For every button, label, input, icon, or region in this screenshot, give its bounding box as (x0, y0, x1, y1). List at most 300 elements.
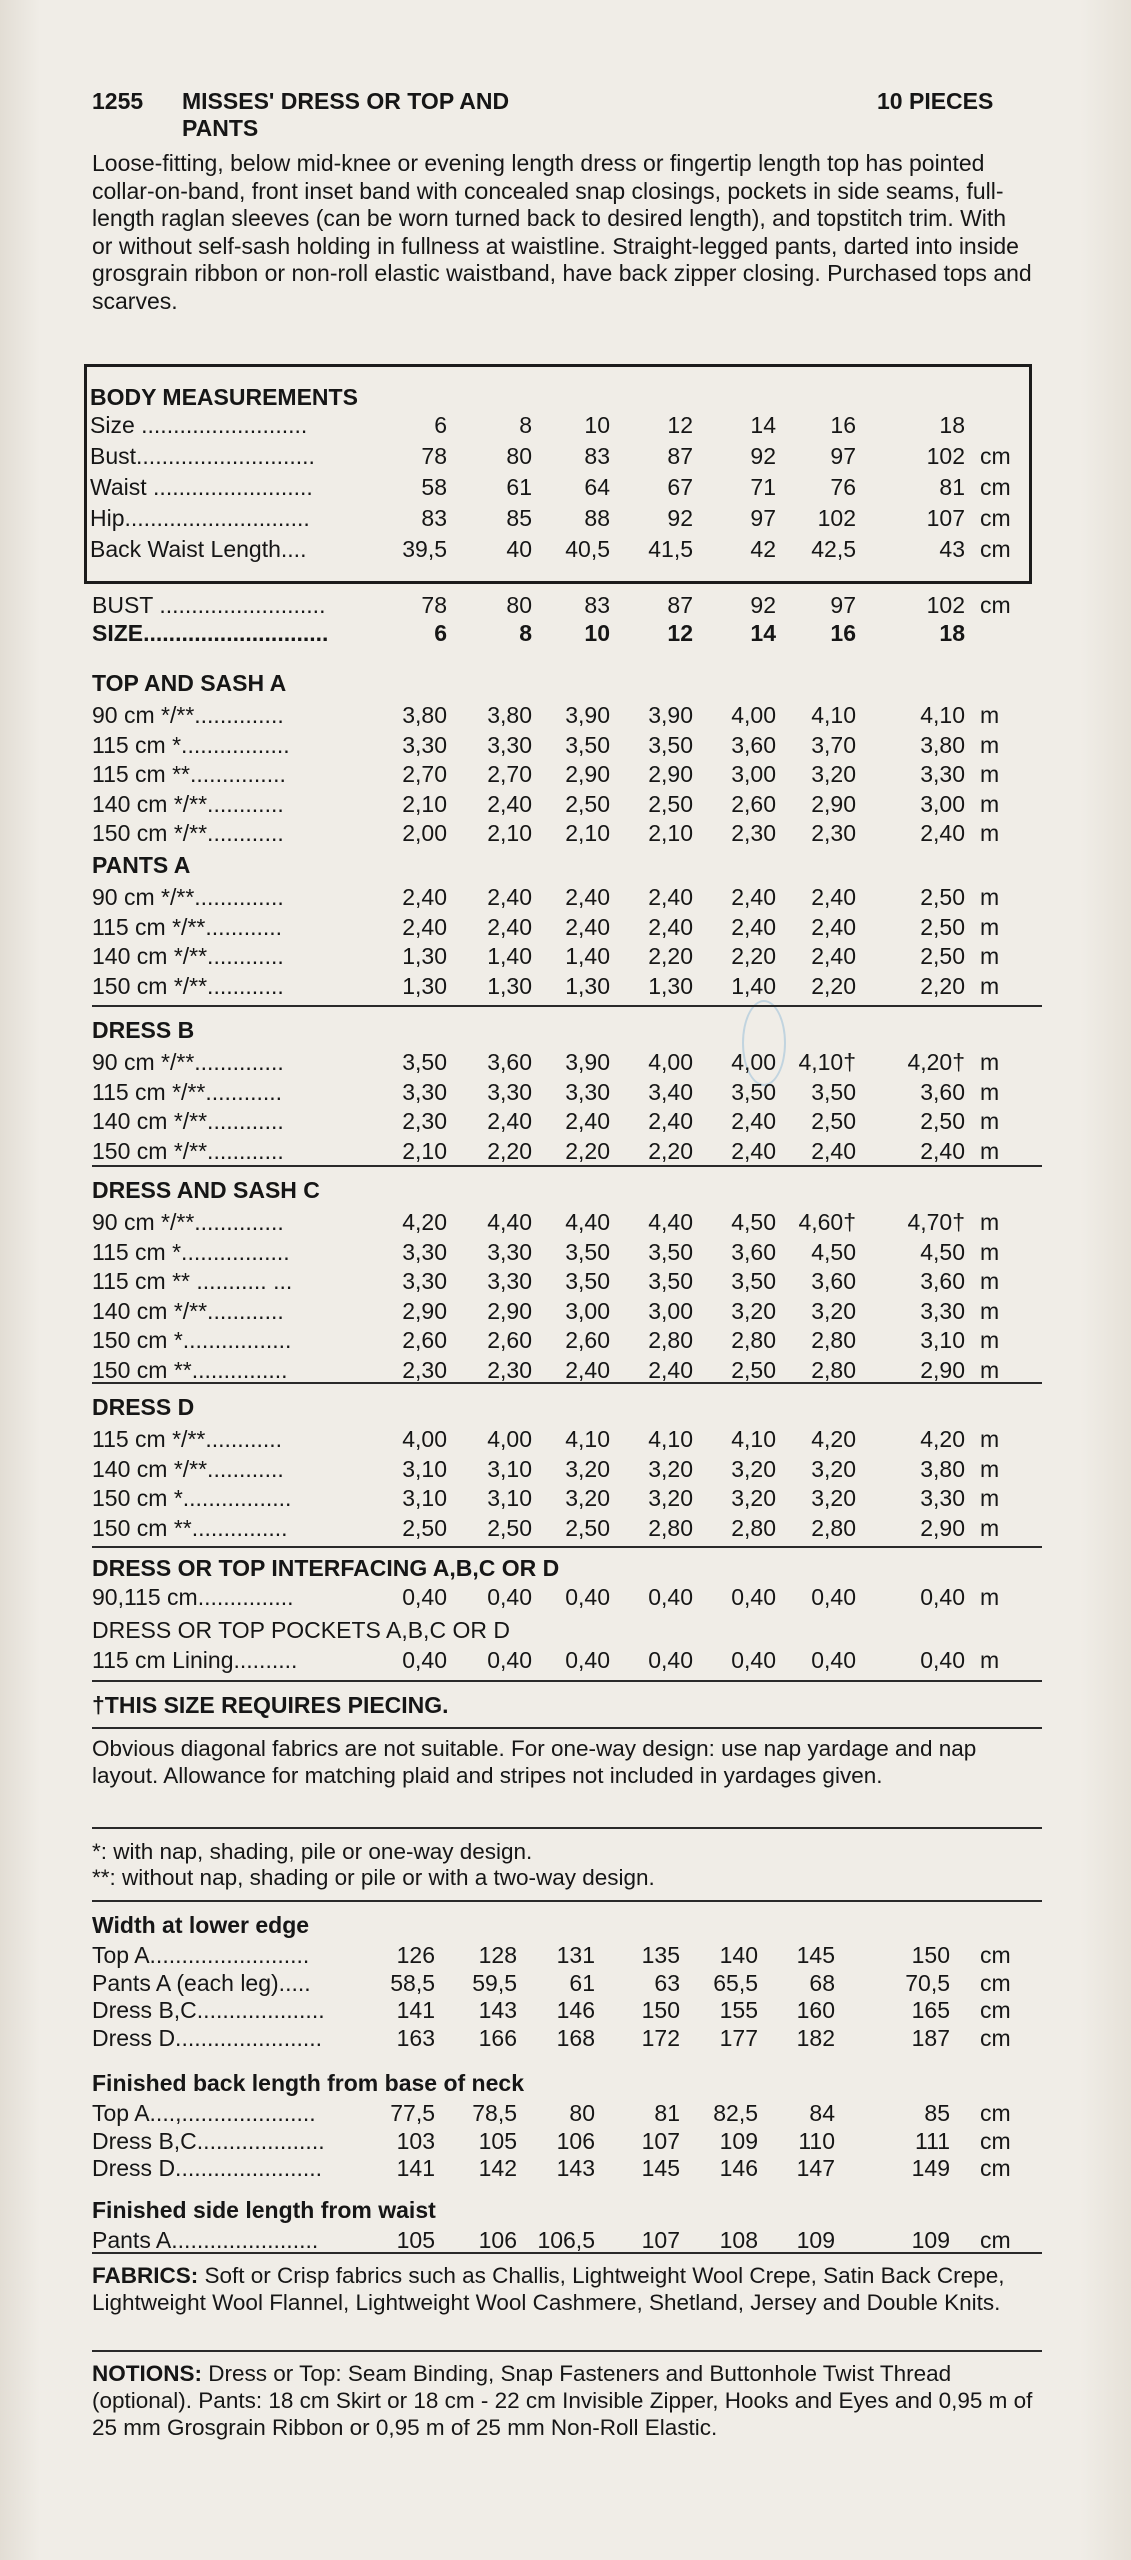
size-value: 2,30 (811, 820, 856, 846)
size-value: 4,20 (920, 1426, 965, 1452)
yardage-row (0, 1136, 1131, 1168)
row-label: Top A....,..................... (92, 2100, 316, 2126)
size-value: 80 (506, 592, 532, 618)
size-value: 2,60 (731, 790, 776, 817)
size-value: 3,20 (811, 1297, 856, 1324)
size-value: 59,5 (472, 1969, 517, 1996)
unit-label: m (980, 913, 1000, 940)
yardage-row (0, 818, 1131, 850)
unit-label: m (980, 1647, 1000, 1673)
divider (92, 1165, 1042, 1167)
yardage-row (0, 1266, 1131, 1298)
yardage-row (0, 1325, 1131, 1357)
size-value: 141 (396, 2155, 435, 2181)
size-value: 61 (506, 474, 532, 500)
size-value: 2,60 (565, 1327, 610, 1353)
unit-label: m (980, 790, 1000, 817)
size-value: 3,20 (731, 1297, 776, 1324)
size-value: 3,80 (487, 702, 532, 728)
size-value: 102 (926, 592, 965, 618)
size-value: 63 (654, 1969, 680, 1996)
size-value: 126 (396, 1942, 435, 1968)
size-value: 2,10 (648, 820, 693, 846)
size-value: 4,40 (648, 1209, 693, 1235)
body-measurements-title: BODY MEASUREMENTS (90, 384, 358, 410)
size-value: 42,5 (811, 536, 856, 562)
size-value: 102 (817, 505, 856, 531)
size-value: 2,10 (565, 820, 610, 846)
row-label: 150 cm */**............ (92, 1137, 284, 1164)
size-value: 3,30 (487, 1238, 532, 1265)
size-value: 0,40 (648, 1584, 693, 1610)
size-value: 0,40 (811, 1647, 856, 1673)
size-value: 108 (719, 2227, 758, 2253)
yardage-section-title: TOP AND SASH A (92, 670, 287, 696)
row-label: 115 cm */**............ (92, 913, 283, 940)
yardage-row (0, 730, 1131, 762)
divider (92, 1005, 1042, 1007)
size-value: 0,40 (731, 1647, 776, 1673)
size-value: 2,30 (402, 1356, 447, 1383)
size-value: 2,90 (487, 1297, 532, 1324)
size-value: 2,40 (811, 943, 856, 969)
size-value: 4,50 (731, 1209, 776, 1235)
size-value: 0,40 (402, 1584, 447, 1610)
row-label: Pants A (each leg)..... (92, 1969, 311, 1996)
yardage-row (0, 882, 1131, 914)
yardage-row (0, 700, 1131, 732)
size-value: 3,10 (920, 1327, 965, 1353)
size-value: 2,50 (402, 1514, 447, 1541)
size-value: 3,30 (402, 1268, 447, 1294)
fabrics-section (92, 2262, 1042, 2316)
finished-section-title: Finished side length from waist (92, 2197, 436, 2223)
size-value: 42 (750, 536, 776, 562)
size-value: 2,40 (811, 884, 856, 910)
row-label: 140 cm */**............ (92, 943, 284, 969)
measurement-row (0, 503, 1131, 535)
pattern-title: MISSES' DRESS OR TOP AND (182, 88, 510, 114)
size-value: 109 (796, 2227, 835, 2253)
row-label: 115 cm *................. (92, 731, 290, 758)
unit-label: cm (980, 2227, 1011, 2253)
yardage-row (0, 912, 1131, 944)
size-value: 3,90 (565, 702, 610, 728)
size-value: 58 (421, 474, 447, 500)
unit-label: m (980, 702, 1000, 728)
size-value: 3,50 (565, 1238, 610, 1265)
size-value: 105 (478, 2127, 517, 2154)
size-value: 2,40 (402, 913, 447, 940)
unit-label: m (980, 761, 1000, 787)
yardage-row (0, 1237, 1131, 1269)
unit-label: cm (980, 592, 1011, 618)
size-value: 2,20 (811, 972, 856, 999)
size-value: 80 (506, 443, 532, 469)
unit-label: m (980, 972, 1000, 999)
size-value: 87 (667, 592, 693, 618)
size-value: 10 (584, 620, 610, 646)
size-value: 65,5 (713, 1969, 758, 1996)
unit-label: m (980, 1455, 1000, 1482)
size-value: 41,5 (648, 536, 693, 562)
row-label: 90 cm */**.............. (92, 702, 284, 728)
size-value: 109 (911, 2227, 950, 2253)
size-value: 2,80 (811, 1356, 856, 1383)
size-value: 40,5 (565, 536, 610, 562)
size-value: 2,30 (487, 1356, 532, 1383)
finished-measure-row (0, 2023, 1131, 2055)
size-value: 1,30 (402, 943, 447, 969)
size-value: 3,30 (402, 1078, 447, 1105)
size-value: 40 (506, 536, 532, 562)
size-value: 4,50 (811, 1238, 856, 1265)
size-value: 84 (809, 2100, 835, 2126)
size-value: 58,5 (390, 1969, 435, 1996)
divider (92, 1827, 1042, 1829)
row-label: 90 cm */**.............. (92, 1209, 284, 1235)
size-value: 2,40 (731, 884, 776, 910)
size-value: 3,40 (648, 1078, 693, 1105)
size-value: 2,40 (648, 1108, 693, 1134)
size-value: 3,10 (487, 1485, 532, 1511)
size-value: 2,50 (920, 884, 965, 910)
size-value: 3,50 (811, 1078, 856, 1105)
size-value: 2,20 (487, 1137, 532, 1164)
size-value: 4,20 (402, 1209, 447, 1235)
size-value: 4,60† (798, 1209, 856, 1235)
size-value: 2,50 (648, 790, 693, 817)
size-value: 4,00 (402, 1426, 447, 1452)
size-value: 3,50 (731, 1268, 776, 1294)
size-value: 163 (396, 2024, 435, 2051)
row-label: 115 cm */**............ (92, 1078, 283, 1105)
finished-measure-row (0, 2225, 1131, 2257)
nap-note-1: *: with nap, shading, pile or one-way design. (92, 1839, 533, 1864)
size-value: 14 (750, 412, 776, 438)
size-value: 149 (911, 2155, 950, 2181)
yardage-section-title: DRESS D (92, 1394, 195, 1420)
row-label: Back Waist Length.... (90, 536, 307, 562)
size-value: 2,90 (402, 1297, 447, 1324)
size-value: 2,40 (648, 884, 693, 910)
size-value: 1,30 (648, 972, 693, 999)
size-value: 0,40 (811, 1584, 856, 1610)
row-label: Dress B,C.................... (92, 1997, 325, 2023)
size-value: 107 (926, 505, 965, 531)
size-value: 4,00 (731, 1049, 776, 1075)
size-value: 3,20 (811, 761, 856, 787)
size-value: 3,20 (731, 1485, 776, 1511)
row-label: Waist ......................... (90, 474, 313, 500)
unit-label: cm (980, 1969, 1011, 1996)
size-value: 4,40 (487, 1209, 532, 1235)
size-value: 106 (556, 2127, 595, 2154)
size-value: 2,10 (402, 790, 447, 817)
size-row (0, 618, 1131, 650)
yardage-row (0, 759, 1131, 791)
size-value: 2,40 (811, 1137, 856, 1164)
size-value: 68 (809, 1969, 835, 1996)
size-value: 83 (584, 592, 610, 618)
size-value: 3,50 (402, 1049, 447, 1075)
yardage-section-title: DRESS B (92, 1017, 195, 1043)
size-value: 2,40 (565, 913, 610, 940)
size-value: 3,00 (565, 1297, 610, 1324)
size-value: 0,40 (920, 1584, 965, 1610)
size-value: 3,90 (648, 702, 693, 728)
size-value: 2,30 (731, 820, 776, 846)
size-value: 2,50 (731, 1356, 776, 1383)
size-value: 2,70 (402, 761, 447, 787)
size-value: 83 (584, 443, 610, 469)
size-value: 3,20 (811, 1455, 856, 1482)
unit-label: m (980, 1108, 1000, 1134)
divider (92, 1680, 1042, 1682)
size-value: 155 (719, 1997, 758, 2023)
row-label: 115 cm */**............ (92, 1426, 283, 1452)
size-value: 3,80 (920, 1455, 965, 1482)
yardage-row (0, 789, 1131, 821)
size-value: 67 (667, 474, 693, 500)
interfacing-row (0, 1582, 1131, 1614)
size-value: 2,90 (811, 790, 856, 817)
yardage-row (0, 941, 1131, 973)
row-label: Dress D....................... (92, 2155, 323, 2181)
size-value: 2,50 (487, 1514, 532, 1541)
size-value: 3,20 (731, 1455, 776, 1482)
size-value: 16 (830, 620, 856, 646)
size-value: 106,5 (537, 2227, 595, 2253)
size-value: 3,80 (402, 702, 447, 728)
size-value: 2,80 (648, 1514, 693, 1541)
row-label: Dress D....................... (92, 2024, 323, 2051)
size-value: 3,20 (565, 1485, 610, 1511)
row-label: 150 cm */**............ (92, 972, 284, 999)
size-value: 2,10 (402, 1137, 447, 1164)
yardage-section-title: PANTS A (92, 852, 191, 878)
row-label: 90 cm */**.............. (92, 1049, 284, 1075)
yardage-row (0, 1454, 1131, 1486)
size-value: 2,90 (920, 1514, 965, 1541)
size-value: 3,60 (487, 1049, 532, 1075)
size-value: 2,80 (648, 1327, 693, 1353)
size-value: 3,10 (402, 1485, 447, 1511)
divider (92, 2350, 1042, 2352)
size-value: 83 (421, 505, 447, 531)
pockets-row (0, 1645, 1131, 1677)
size-value: 4,10 (731, 1426, 776, 1452)
size-value: 131 (556, 1942, 595, 1968)
size-value: 160 (796, 1997, 835, 2023)
row-label: 115 cm *................. (92, 1238, 290, 1265)
size-value: 110 (798, 2127, 835, 2154)
size-value: 4,20† (907, 1049, 965, 1075)
size-value: 166 (478, 2024, 517, 2051)
unit-label: m (980, 1238, 1000, 1265)
size-value: 12 (667, 620, 693, 646)
row-label: 150 cm *................. (92, 1327, 292, 1353)
row-label: 140 cm */**............ (92, 1297, 284, 1324)
size-value: 70,5 (905, 1969, 950, 1996)
size-value: 8 (519, 620, 532, 646)
size-value: 2,40 (487, 913, 532, 940)
unit-label: cm (980, 2024, 1011, 2051)
size-value: 4,70† (907, 1209, 965, 1235)
size-value: 3,50 (648, 1268, 693, 1294)
size-value: 2,20 (731, 943, 776, 969)
size-value: 146 (556, 1997, 595, 2023)
size-value: 0,40 (648, 1647, 693, 1673)
row-label: 90 cm */**.............. (92, 884, 284, 910)
size-value: 3,60 (811, 1268, 856, 1294)
size-value: 3,10 (402, 1455, 447, 1482)
size-value: 1,40 (487, 943, 532, 969)
size-value: 103 (396, 2127, 435, 2154)
size-value: 4,00 (731, 702, 776, 728)
size-value: 107 (641, 2227, 680, 2253)
size-value: 4,00 (487, 1426, 532, 1452)
size-value: 4,50 (920, 1238, 965, 1265)
size-value: 3,90 (565, 1049, 610, 1075)
size-value: 145 (796, 1942, 835, 1968)
finished-section-title: Width at lower edge (92, 1912, 310, 1938)
pattern-title-line2: PANTS (182, 115, 259, 141)
row-label: 115 cm Lining.......... (92, 1647, 298, 1673)
unit-label: m (980, 1209, 1000, 1235)
size-value: 2,40 (565, 884, 610, 910)
size-value: 2,60 (487, 1327, 532, 1353)
size-value: 3,60 (920, 1268, 965, 1294)
row-label: Size .......................... (90, 412, 308, 438)
size-value: 1,40 (731, 972, 776, 999)
size-value: 87 (667, 443, 693, 469)
size-value: 2,40 (565, 1108, 610, 1134)
size-value: 3,50 (565, 731, 610, 758)
size-value: 2,00 (402, 820, 447, 846)
yardage-section-title: DRESS AND SASH C (92, 1177, 320, 1203)
notions-text: Dress or Top: Seam Binding, Snap Fasteners and Buttonhole Twist Thread (optional). Pants: 18 cm Skirt or 18 cm - 22 cm Invisible Zipper, Hooks and Eyes and 0,95 m of 25 mm Grosgrain Ribbon or 0,95 m of 25 mm Non-Roll Elastic. (92, 2361, 1033, 2440)
size-value: 81 (939, 474, 965, 500)
size-value: 97 (830, 592, 856, 618)
size-value: 2,30 (402, 1108, 447, 1134)
size-value: 177 (719, 2024, 758, 2051)
unit-label: m (980, 1137, 1000, 1164)
size-value: 78,5 (472, 2100, 517, 2126)
unit-label: m (980, 884, 1000, 910)
size-value: 2,50 (811, 1108, 856, 1134)
size-value: 2,20 (565, 1137, 610, 1164)
size-value: 92 (750, 443, 776, 469)
size-value: 3,00 (731, 761, 776, 787)
row-label: Pants A....................... (92, 2227, 319, 2253)
row-label: 150 cm */**............ (92, 820, 284, 846)
measurement-row (0, 472, 1131, 504)
size-value: 0,40 (565, 1647, 610, 1673)
size-value: 1,30 (487, 972, 532, 999)
size-value: 2,40 (648, 913, 693, 940)
unit-label: cm (980, 2155, 1011, 2181)
size-value: 97 (830, 443, 856, 469)
size-value: 187 (911, 2024, 950, 2051)
size-value: 146 (719, 2155, 758, 2181)
size-value: 61 (569, 1969, 595, 1996)
size-value: 0,40 (920, 1647, 965, 1673)
size-value: 85 (506, 505, 532, 531)
size-value: 2,80 (811, 1514, 856, 1541)
unit-label: m (980, 1584, 1000, 1610)
size-value: 6 (434, 412, 447, 438)
size-value: 140 (719, 1942, 758, 1968)
unit-label: cm (980, 474, 1011, 500)
size-value: 143 (556, 2155, 595, 2181)
size-value: 147 (796, 2155, 835, 2181)
size-value: 135 (641, 1942, 680, 1968)
size-value: 4,20 (811, 1426, 856, 1452)
nap-note-2: **: without nap, shading or pile or with a two-way design. (92, 1865, 655, 1890)
yardage-row (0, 1296, 1131, 1328)
size-value: 2,90 (565, 761, 610, 787)
size-value: 2,80 (811, 1327, 856, 1353)
measurement-row (0, 534, 1131, 566)
yardage-row (0, 971, 1131, 1003)
size-value: 3,00 (920, 790, 965, 817)
finished-section-title: Finished back length from base of neck (92, 2070, 524, 2096)
size-value: 18 (939, 620, 965, 646)
size-value: 107 (641, 2127, 680, 2154)
size-value: 2,50 (565, 1514, 610, 1541)
unit-label: m (980, 1327, 1000, 1353)
size-value: 64 (584, 474, 610, 500)
size-value: 2,40 (731, 1108, 776, 1134)
notions-section (92, 2360, 1042, 2441)
row-label: 90,115 cm............... (92, 1584, 294, 1610)
size-value: 2,70 (487, 761, 532, 787)
size-value: 92 (667, 505, 693, 531)
size-value: 3,30 (487, 1268, 532, 1294)
row-label: BUST .......................... (92, 592, 326, 618)
size-value: 0,40 (402, 1647, 447, 1673)
size-value: 150 (641, 1997, 680, 2023)
size-value: 2,40 (731, 913, 776, 940)
size-value: 8 (519, 412, 532, 438)
yardage-row (0, 1047, 1131, 1079)
size-value: 3,20 (811, 1485, 856, 1511)
size-value: 81 (654, 2100, 680, 2126)
size-value: 88 (584, 505, 610, 531)
size-value: 3,00 (648, 1297, 693, 1324)
finished-measure-row (0, 2153, 1131, 2185)
size-value: 3,10 (487, 1455, 532, 1482)
size-value: 143 (478, 1997, 517, 2023)
size-value: 1,40 (565, 943, 610, 969)
size-value: 2,40 (920, 1137, 965, 1164)
size-value: 3,50 (565, 1268, 610, 1294)
size-value: 16 (830, 412, 856, 438)
size-value: 2,40 (487, 1108, 532, 1134)
row-label: 140 cm */**............ (92, 1108, 284, 1134)
size-value: 3,30 (402, 1238, 447, 1265)
size-value: 3,30 (920, 1297, 965, 1324)
yardage-row (0, 1106, 1131, 1138)
size-value: 77,5 (390, 2100, 435, 2126)
unit-label: m (980, 1485, 1000, 1511)
size-value: 3,50 (731, 1078, 776, 1105)
unit-label: cm (980, 2127, 1011, 2154)
row-label: Bust............................ (90, 443, 315, 469)
row-label: 150 cm **............... (92, 1356, 288, 1383)
size-value: 3,20 (565, 1455, 610, 1482)
